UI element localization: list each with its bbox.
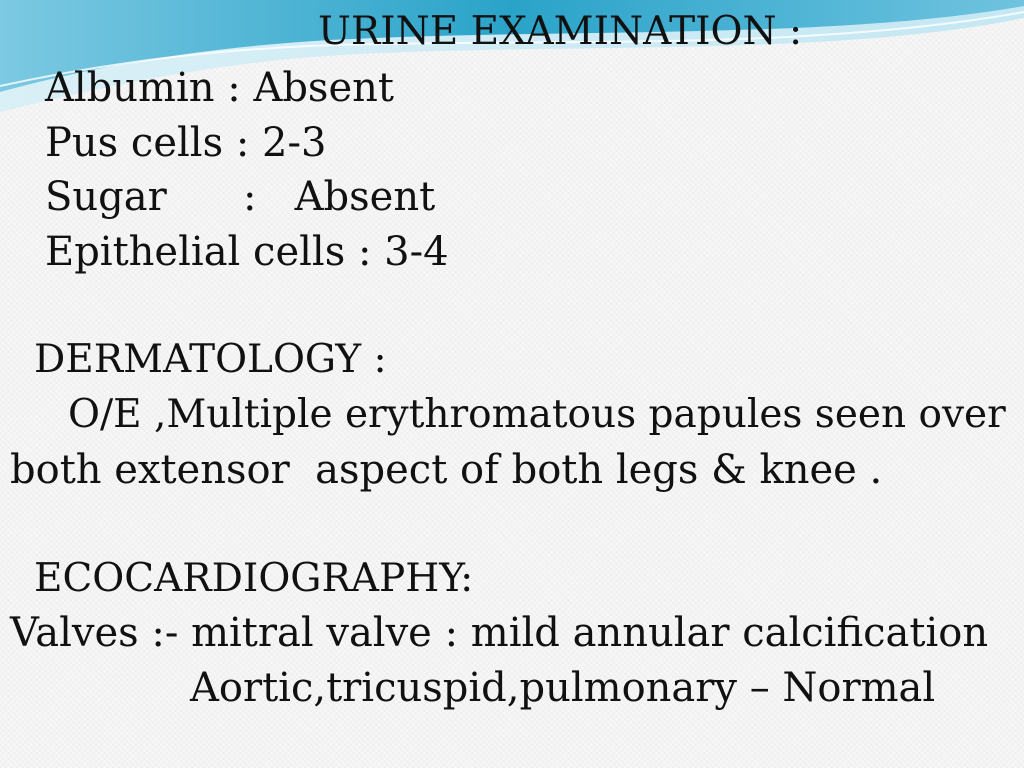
section-heading-dermatology: DERMATOLOGY : xyxy=(34,337,387,382)
urine-albumin: Albumin : Absent xyxy=(45,65,394,111)
dermatology-line-1: O/E ,Multiple erythromatous papules seen over xyxy=(68,392,1006,437)
urine-pus-cells: Pus cells : 2-3 xyxy=(45,120,327,166)
echo-line-2: Aortic,tricuspid,pulmonary – Normal xyxy=(190,665,936,711)
urine-sugar: Sugar : Absent xyxy=(45,174,436,220)
section-heading-echocardiography: ECOCARDIOGRAPHY: xyxy=(34,556,474,601)
section-title-urine: URINE EXAMINATION : xyxy=(318,9,803,54)
echo-line-1: Valves :- mitral valve : mild annular calcification xyxy=(10,610,989,656)
urine-epithelial-cells: Epithelial cells : 3-4 xyxy=(45,229,449,275)
dermatology-line-2: both extensor aspect of both legs & knee . xyxy=(10,447,883,493)
